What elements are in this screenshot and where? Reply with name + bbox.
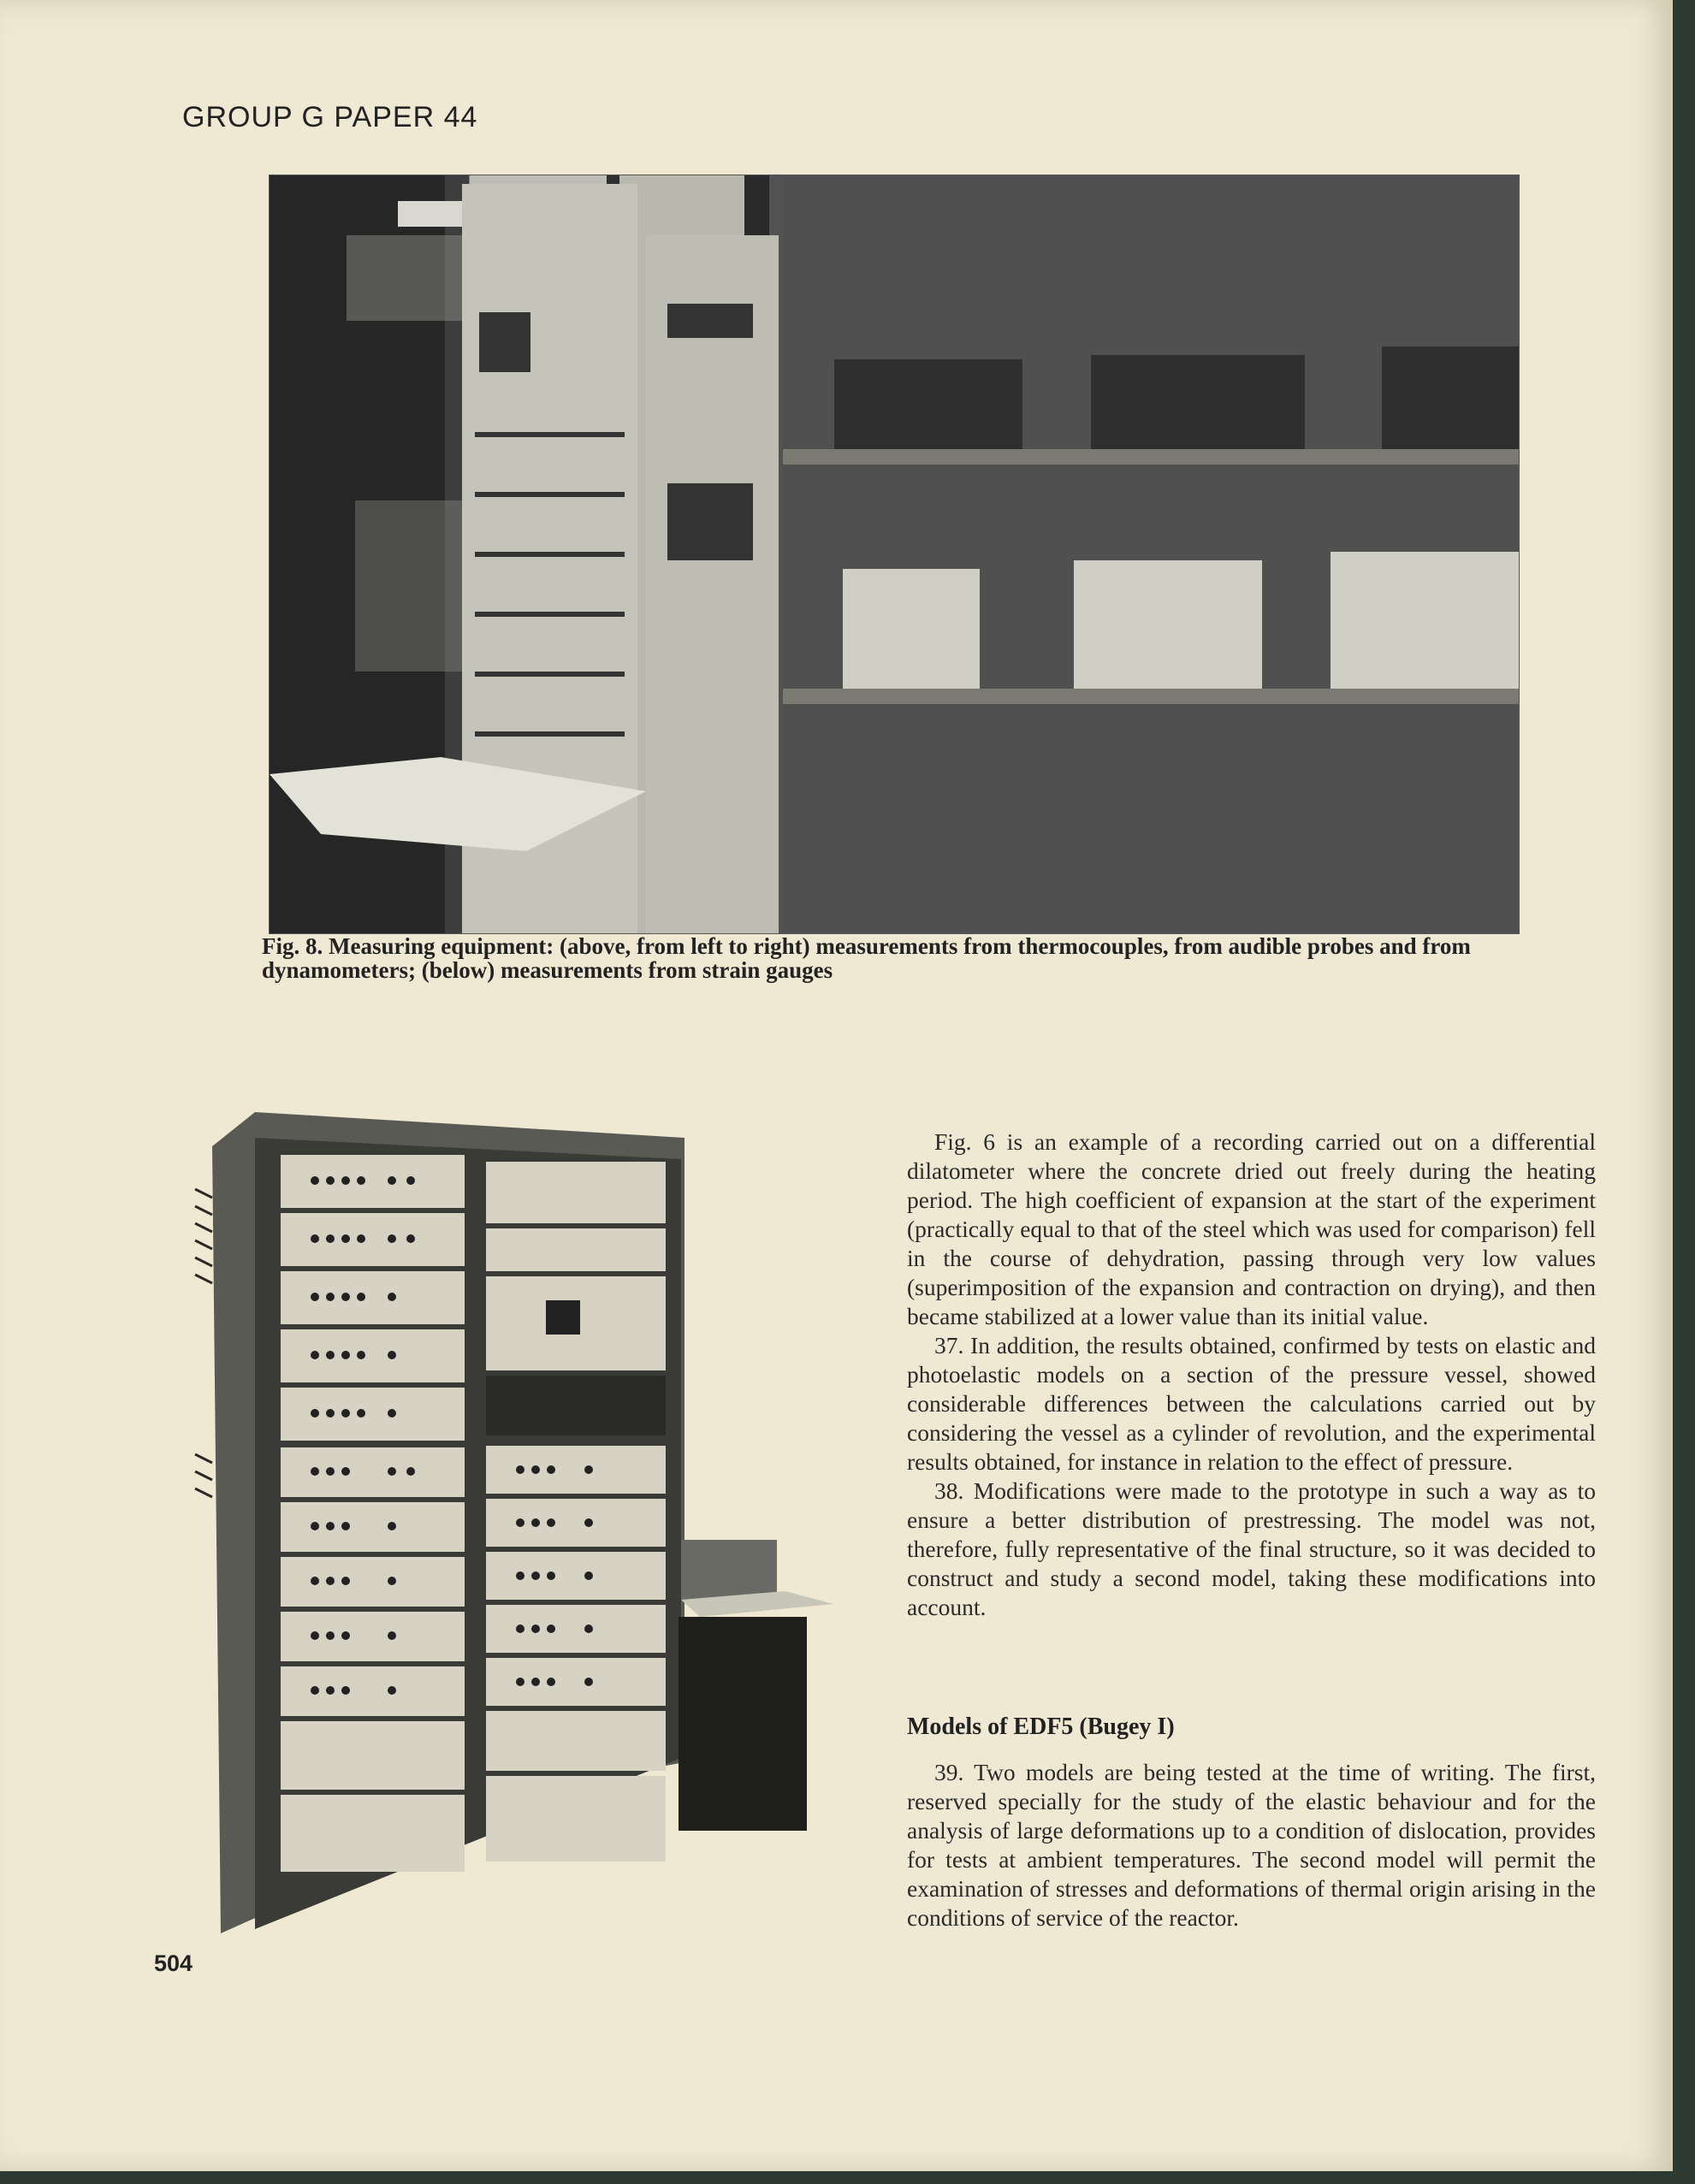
equipment-room-illustration bbox=[270, 175, 1519, 933]
paragraph-39: 39. Two models are being tested at the time of writing. The first, reserved specially for the study of the elastic behaviour and for the analysis of large deformations up to a condition of dislocation, provides for tests at ambient temperatures. The second model will permit the examination of stresses and deformations of thermal origin arising in the conditions of service of the reactor. bbox=[907, 1759, 1596, 1931]
figure-8-top-photo bbox=[269, 175, 1520, 934]
paragraph-fig6: Fig. 6 is an example of a recording carried out on a differential dilatometer where the concrete dried out freely during the heating period. The high coefficient of expansion at the start of the experiment (practically equal to that of the steel which was used for comparison) fell in the course of dehydration, passing through very low values (superimposition of the expansion and contraction on drying), and then became stabilized at a lower value than its initial value. bbox=[907, 1128, 1596, 1329]
paragraph-37: 37. In addition, the results obtained, confirmed by tests on elastic and photoelastic models on a section of the pressure vessel, showed considerable differences between the calculations carried out by considering the vessel as a cylinder of revolution, and the experimental results obtained, for instance in relation to the effect of pressure. bbox=[907, 1332, 1596, 1475]
page-number: 504 bbox=[154, 1950, 193, 1976]
body-column-2 bbox=[907, 1758, 1596, 1932]
paragraph-38: 38. Modifications were made to the prototype in such a way as to ensure a better distribution of prestressing. The model was not, therefore, fully representative of the final structure, so it was decided to construct and study a second model, taking these modifications into account. bbox=[907, 1477, 1596, 1620]
running-head: GROUP G PAPER 44 bbox=[182, 101, 478, 133]
figure-8-caption: Fig. 8. Measuring equipment: (above, from left to right) measurements from thermocouples, from audible probes and from dynamometers; (below) measurements from strain gauges bbox=[262, 933, 1471, 984]
figure-8-bottom-photo bbox=[187, 1112, 833, 1933]
strain-gauge-cabinet-illustration bbox=[187, 1112, 833, 1933]
body-column bbox=[907, 1128, 1596, 1622]
section-heading: Models of EDF5 (Bugey I) bbox=[907, 1713, 1175, 1740]
